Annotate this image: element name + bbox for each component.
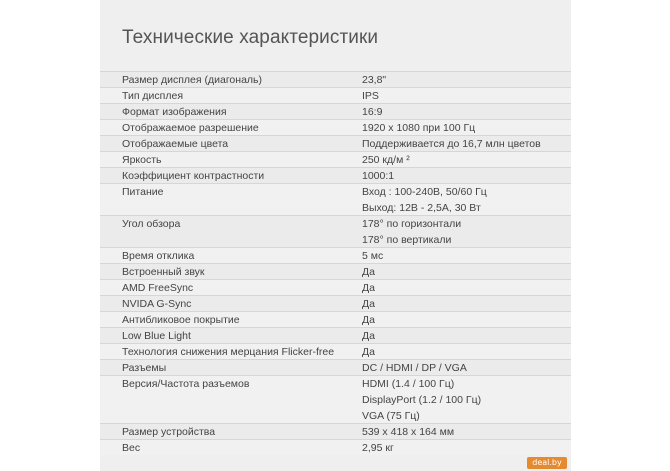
spec-row [100, 103, 571, 119]
spec-row [100, 183, 571, 215]
spec-label: Яркость [122, 154, 162, 166]
spec-value: 539 x 418 x 164 мм [362, 426, 455, 438]
spec-label: Отображаемое разрешение [122, 122, 259, 134]
spec-label: Low Blue Light [122, 330, 191, 342]
spec-value: VGA (75 Гц) [362, 410, 420, 422]
spec-label: Коэффициент контрастности [122, 170, 265, 182]
spec-row [100, 343, 571, 359]
spec-row [100, 423, 571, 439]
spec-label: Технология снижения мерцания Flicker-free [122, 346, 335, 358]
spec-value: 178° по вертикали [362, 234, 452, 246]
spec-row [100, 119, 571, 135]
spec-value: Да [362, 282, 375, 294]
spec-row [100, 279, 571, 295]
spec-row [100, 247, 571, 263]
spec-value: HDMI (1.4 / 100 Гц) [362, 378, 455, 390]
spec-row [100, 311, 571, 327]
spec-row [100, 327, 571, 343]
spec-value: 1920 х 1080 при 100 Гц [362, 122, 476, 134]
spec-values [362, 218, 461, 250]
spec-label: Тип дисплея [122, 90, 184, 102]
spec-row [100, 359, 571, 375]
spec-row [100, 71, 571, 87]
spec-label: Разъемы [122, 362, 167, 374]
spec-row [100, 167, 571, 183]
spec-value: Да [362, 314, 375, 326]
spec-label: NVIDA G-Sync [122, 298, 192, 310]
spec-row [100, 439, 571, 455]
spec-row [100, 263, 571, 279]
spec-value: Вход : 100-240В, 50/60 Гц [362, 186, 487, 198]
spec-label: AMD FreeSync [122, 282, 194, 294]
spec-value: 16:9 [362, 106, 383, 118]
spec-value: 250 кд/м ² [362, 154, 410, 166]
spec-values [362, 186, 487, 218]
spec-value: 2,95 кг [362, 442, 394, 454]
spec-value: Да [362, 346, 375, 358]
spec-value: Поддерживается до 16,7 млн цветов [362, 138, 541, 150]
spec-values [362, 442, 394, 458]
spec-label: Размер устройства [122, 426, 216, 438]
spec-value: IPS [362, 90, 379, 102]
spec-label: Отображаемые цвета [122, 138, 229, 150]
spec-value: Выход: 12В - 2,5А, 30 Вт [362, 202, 481, 214]
spec-row [100, 375, 571, 423]
spec-value: 178° по горизонтали [362, 218, 462, 230]
spec-row [100, 87, 571, 103]
specs-panel [100, 0, 571, 471]
spec-value: DC / HDMI / DP / VGA [362, 362, 467, 374]
spec-value: 1000:1 [362, 170, 395, 182]
spec-value: 23,8" [362, 74, 387, 86]
spec-row [100, 151, 571, 167]
spec-label: Угол обзора [122, 218, 181, 230]
spec-values [362, 378, 481, 426]
watermark-logo: deal.by [527, 457, 567, 469]
spec-value: Да [362, 266, 375, 278]
spec-label: Питание [122, 186, 164, 198]
spec-value: Да [362, 298, 375, 310]
spec-label: Размер дисплея (диагональ) [122, 74, 263, 86]
spec-label: Версия/Частота разъемов [122, 378, 250, 390]
spec-label: Время отклика [122, 250, 195, 262]
spec-row [100, 215, 571, 247]
spec-label: Встроенный звук [122, 266, 205, 278]
spec-value: DisplayPort (1.2 / 100 Гц) [362, 394, 482, 406]
spec-value: Да [362, 330, 375, 342]
spec-row [100, 295, 571, 311]
spec-label: Антибликовое покрытие [122, 314, 240, 326]
spec-label: Формат изображения [122, 106, 227, 118]
spec-value: 5 мс [362, 250, 384, 262]
spec-label: Вес [122, 442, 141, 454]
spec-row [100, 135, 571, 151]
page-title: Технические характеристики [122, 27, 379, 48]
specs-table [100, 71, 571, 455]
